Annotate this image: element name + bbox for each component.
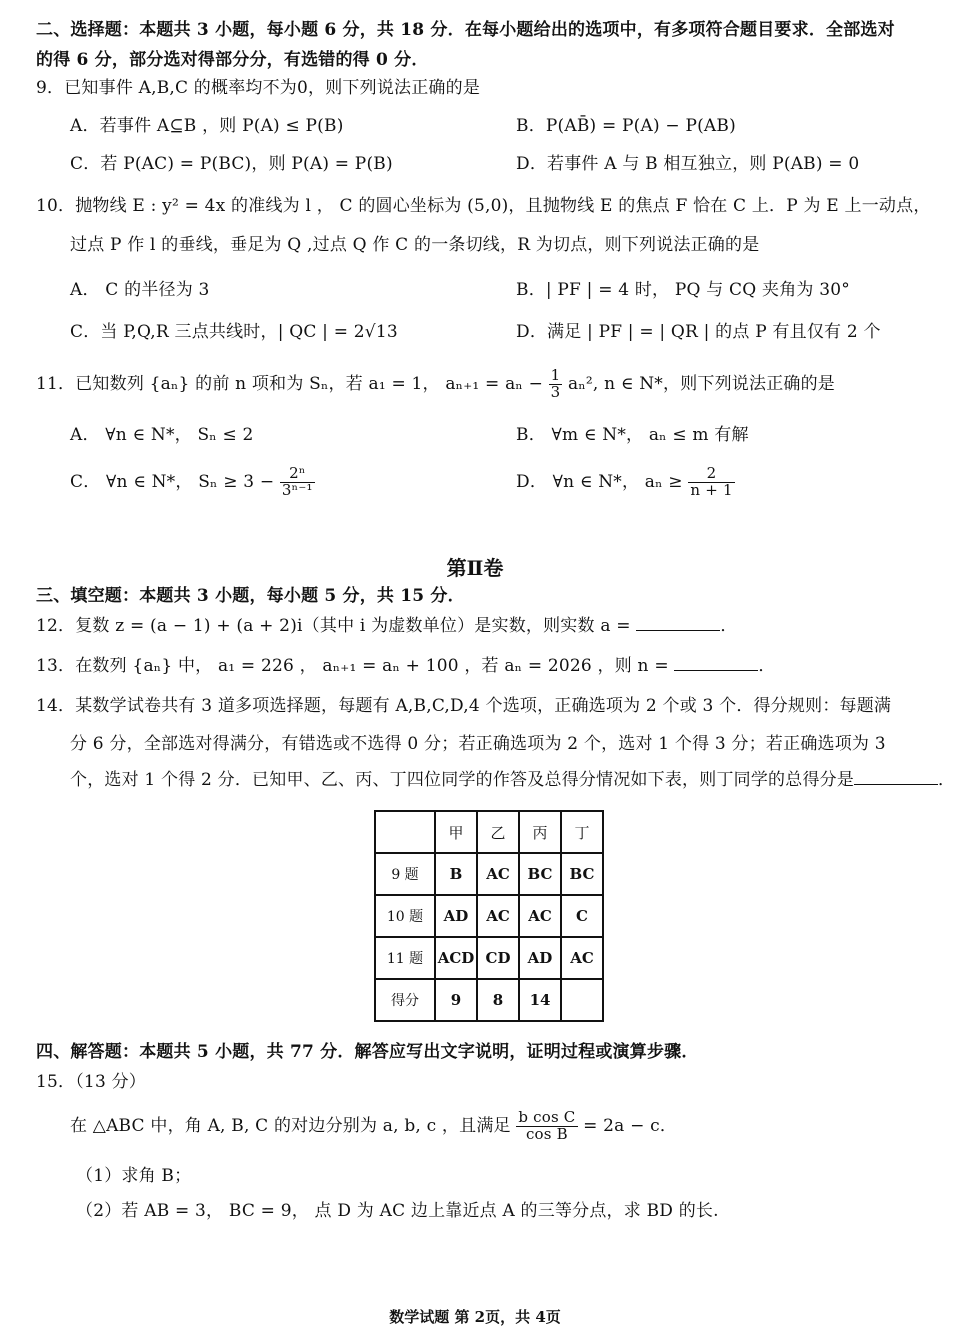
question-11-option-d xyxy=(516,466,735,499)
table-cell: ACD xyxy=(435,937,477,979)
table-cell: CD xyxy=(477,937,519,979)
question-14-line-3-text: 个，选对 1 个得 2 分．已知甲、乙、丙、丁四位同学的作答及总得分情况如下表，则丁同学的总得分是 xyxy=(70,770,855,790)
section-2-heading: 二、选择题：本题共 3 小题，每小题 6 分，共 18 分．在每小题给出的选项中，有多项符合题目要求．全部选对 xyxy=(36,20,895,40)
table-cell xyxy=(375,811,435,853)
question-14-end: ． xyxy=(938,770,955,790)
score-table xyxy=(374,810,604,1022)
question-10-option-c: C．当 P,Q,R 三点共线时，| QC | = 2√13 xyxy=(70,322,398,342)
question-13-end: ． xyxy=(758,656,776,676)
question-9-option-d: D．若事件 A 与 B 相互独立，则 P(AB) = 0 xyxy=(516,154,860,174)
question-10-stem: 10．抛物线 E : y² = 4x 的准线为 l ， C 的圆心坐标为 (5,0)，且抛物线 E 的焦点 F 恰在 C 上．P 为 E 上一动点， xyxy=(36,196,931,216)
part-2-title: 第Ⅱ卷 xyxy=(446,556,504,580)
fraction-denominator: 3 xyxy=(550,382,561,401)
question-15-stem-pre: 在 △ABC 中，角 A, B, C 的对边分别为 a, b, c ，且满足 xyxy=(70,1115,511,1136)
section-4-heading: 四、解答题：本题共 5 小题，共 77 分．解答应写出文字说明，证明过程或演算步骤． xyxy=(36,1042,699,1062)
question-13 xyxy=(36,656,776,677)
question-9-stem: 9．已知事件 A,B,C 的概率均不为0，则下列说法正确的是 xyxy=(36,78,481,98)
section-2-heading-cont: 的得 6 分，部分选对得部分分，有选错的得 0 分． xyxy=(36,50,429,70)
question-11-option-a: A． ∀n ∈ N*， Sₙ ≤ 2 xyxy=(70,425,254,445)
question-11-option-b: B． ∀m ∈ N*， aₙ ≤ m 有解 xyxy=(516,425,749,445)
question-15-part-2: （2）若 AB = 3， BC = 9， 点 D 为 AC 边上靠近点 A 的三等分点，求 BD 的长. xyxy=(76,1201,719,1221)
table-cell: 14 xyxy=(519,979,561,1021)
table-cell: AD xyxy=(435,895,477,937)
question-11-option-c xyxy=(70,466,315,499)
option-d-text: D． ∀n ∈ N*， aₙ ≥ xyxy=(516,471,683,492)
table-row xyxy=(375,853,603,895)
section-3-heading: 三、填空题：本题共 3 小题，每小题 5 分，共 15 分． xyxy=(36,586,465,606)
question-10-option-a: A． C 的半径为 3 xyxy=(70,280,210,300)
fraction-numerator: 1 xyxy=(550,366,561,384)
question-15-stem xyxy=(70,1110,677,1143)
table-header-cell: 甲 xyxy=(435,811,477,853)
table-cell xyxy=(561,979,603,1021)
option-d-fraction xyxy=(688,466,734,499)
question-13-text: 13．在数列 {aₙ} 中， a₁ = 226 ， aₙ₊₁ = aₙ + 100 ，若 aₙ = 2026 ，则 n = xyxy=(36,656,669,676)
option-c-fraction xyxy=(280,466,315,499)
table-cell: BC xyxy=(561,853,603,895)
question-9-option-c: C．若 P(AC) = P(BC)，则 P(A) = P(B) xyxy=(70,154,393,174)
table-row xyxy=(375,895,603,937)
question-9-option-a: A．若事件 A⊆B ，则 P(A) ≤ P(B) xyxy=(70,116,344,136)
question-10-stem-cont: 过点 P 作 l 的垂线，垂足为 Q ,过点 Q 作 C 的一条切线，R 为切点，则下列说法正确的是 xyxy=(70,235,760,255)
table-cell: AC xyxy=(477,853,519,895)
question-15-stem-post: = 2a − c． xyxy=(583,1115,678,1136)
question-12-text: 12．复数 z = (a − 1) + (a + 2)i（其中 i 为虚数单位）是实数，则实数 a = xyxy=(36,616,631,636)
question-12-end: ． xyxy=(720,616,738,636)
question-14-line-2: 分 6 分，全部选对得满分，有错选或不选得 0 分；若正确选项为 2 个，选对 1 个得 3 分；若正确选项为 3 xyxy=(70,734,886,754)
table-row-header: 得分 xyxy=(375,979,435,1021)
fraction-denominator: n + 1 xyxy=(690,480,733,499)
table-row-header: 9 题 xyxy=(375,853,435,895)
fraction-numerator: 2ⁿ xyxy=(280,466,315,483)
page-footer: 数学试题 第 2页，共 4页 xyxy=(389,1308,561,1326)
question-9-option-b: B．P(AB̄) = P(A) − P(AB) xyxy=(516,116,736,136)
table-header-cell: 乙 xyxy=(477,811,519,853)
answer-blank[interactable] xyxy=(674,656,758,671)
fraction-denominator: cos B xyxy=(525,1124,568,1143)
table-row-header: 10 题 xyxy=(375,895,435,937)
table-header-cell: 丙 xyxy=(519,811,561,853)
question-12 xyxy=(36,616,738,637)
fraction-denominator: 3ⁿ⁻¹ xyxy=(281,480,313,499)
question-14-line-3 xyxy=(70,770,955,791)
fraction-numerator: 2 xyxy=(688,466,734,483)
question-10-option-d: D．满足 | PF | = | QR | 的点 P 有且仅有 2 个 xyxy=(516,322,881,342)
answer-blank[interactable] xyxy=(854,770,938,785)
question-11-stem xyxy=(36,368,835,401)
table-row xyxy=(375,937,603,979)
table-row-header: 11 题 xyxy=(375,937,435,979)
table-cell: AC xyxy=(561,937,603,979)
table-cell: C xyxy=(561,895,603,937)
table-row xyxy=(375,979,603,1021)
table-header-cell: 丁 xyxy=(561,811,603,853)
table-cell: BC xyxy=(519,853,561,895)
table-cell: AC xyxy=(519,895,561,937)
table-header-row xyxy=(375,811,603,853)
question-11-fraction xyxy=(549,368,563,401)
table-cell: AD xyxy=(519,937,561,979)
question-11-stem-pre: 11．已知数列 {aₙ} 的前 n 项和为 Sₙ，若 a₁ = 1， aₙ₊₁ = aₙ − xyxy=(36,373,544,394)
question-10-option-b: B．| PF | = 4 时， PQ 与 CQ 夹角为 30° xyxy=(516,280,850,300)
question-15-label: 15．（13 分） xyxy=(36,1072,146,1092)
question-11-stem-post: aₙ², n ∈ N*，则下列说法正确的是 xyxy=(567,373,836,394)
fraction-numerator: b cos C xyxy=(518,1108,576,1126)
question-14-line-1: 14．某数学试卷共有 3 道多项选择题，每题有 A,B,C,D,4 个选项，正确选项为 2 个或 3 个．得分规则：每题满 xyxy=(36,696,892,716)
table-cell: B xyxy=(435,853,477,895)
table-cell: 8 xyxy=(477,979,519,1021)
option-c-text: C． ∀n ∈ N*， Sₙ ≥ 3 − xyxy=(70,471,275,492)
answer-blank[interactable] xyxy=(636,616,720,631)
question-15-part-1: （1）求角 B； xyxy=(76,1166,192,1186)
table-cell: AC xyxy=(477,895,519,937)
table-cell: 9 xyxy=(435,979,477,1021)
question-15-fraction xyxy=(516,1110,577,1143)
